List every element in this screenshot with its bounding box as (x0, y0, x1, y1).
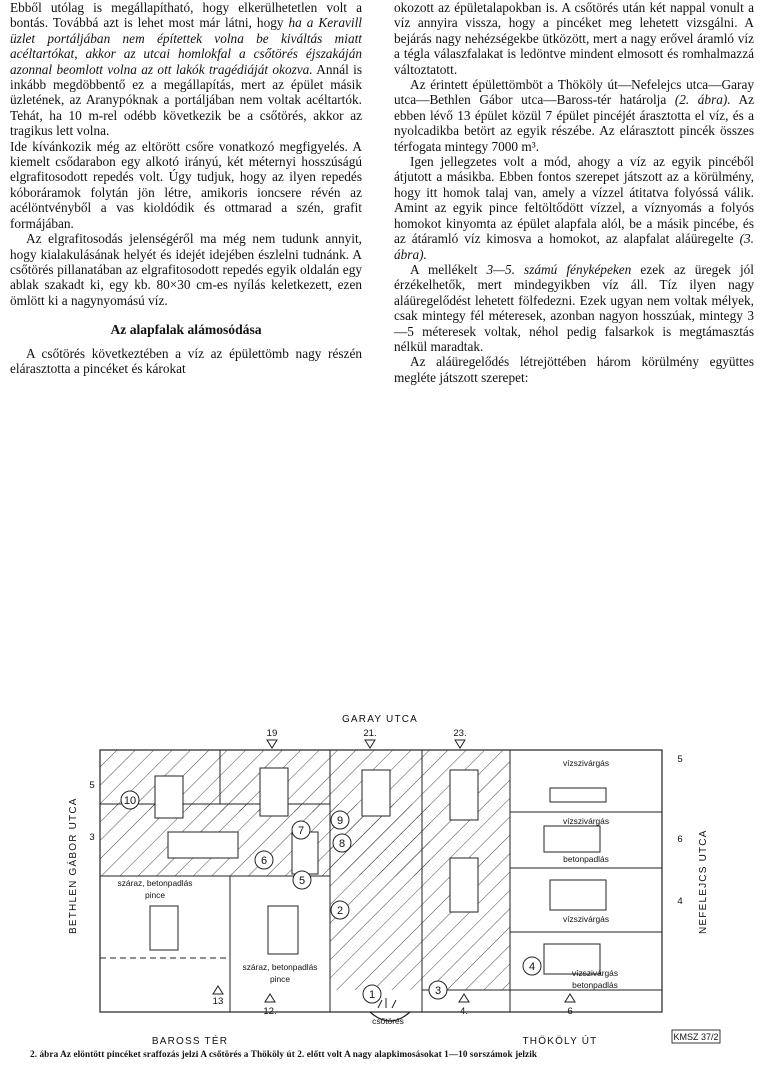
marker-1: 1 (368, 989, 376, 1001)
house-number: 6 (567, 1006, 573, 1017)
paragraph: A csőtörés következtében a víz az épülettömb nagy részén elárasztotta a pincéket és károkat (10, 345, 362, 376)
pipe-break-label: csőtörés (372, 1016, 404, 1026)
figure-caption: 2. ábra Az elöntött pincéket sraffozás jelzi A csőtörés a Thököly út 2. előtt volt A nagy alapkimosásokat 1—10 sorszámok jelzik (30, 1049, 538, 1059)
house-number: 13 (212, 996, 224, 1007)
pipe-break-rays (378, 998, 396, 1008)
house-number: 5 (677, 754, 683, 765)
street-bottom-right: THÖKÖLY ÚT (522, 1036, 598, 1047)
marker-4: 4 (528, 961, 536, 973)
marker-7: 7 (297, 825, 305, 837)
marker-9: 9 (336, 815, 344, 827)
area-label: vízszivárgás (571, 968, 619, 978)
drawing-stamp: KMSZ 37/2 (673, 1032, 719, 1042)
marker-10: 10 (123, 795, 137, 807)
paragraph: A mellékelt 3—5. számú fényképeken ezek az üregek jól érzékelhetők, mert mindegyikben víz áll. Tíz ilyen nagy aláüregelődést lehetett fölfedezni. Ezek ugyan nem voltak mélyek, csak mintegy fél méteresek, azonban nagyon hosszúak, mintegy 3—5 méteresek voltak, néhol pedig falsarkok is megtámasztás nélkül maradtak. (394, 261, 754, 354)
marker-8: 8 (338, 838, 346, 850)
paragraph: Az érintett épülettömböt a Thököly út—Nefelejcs utca—Garay utca—Bethlen Gábor utca—Baross-tér határolja (2. ábra). Az ebben lévő 13 épület közül 7 épület pincéjét árasztotta el víz, és a nyolcadikba betört az egyik részébe. Az elárasztott pincék összes térfogata mintegy 7000 m³. (394, 77, 754, 154)
house-number: 12. (263, 1006, 277, 1017)
area-label: pince (144, 890, 166, 900)
text-column-left (10, 0, 362, 376)
paragraph: Ide kívánkozik még az eltörött csőre vonatkozó megfigyelés. A kiemelt csődarabon egy alkotó irányú, két méternyi hosszúságú elgrafitosodott repedés volt. Úgy tudjuk, hogy az ilyen repedés kóboráramok folytán jön létre, amikoris ioncsere révén az acélöntvényből a vas kioldódik és ottmarad a szén, grafit formájában. (10, 138, 362, 231)
marker-3: 3 (434, 985, 442, 997)
section-heading: Az alapfalak alámosódása (110, 322, 262, 338)
marker-6: 6 (260, 855, 268, 867)
site-plan-figure (30, 708, 760, 1053)
street-right: NEFELEJCS UTCA (698, 829, 709, 934)
area-label: száraz, betonpadlás (117, 878, 193, 888)
paragraph: Az aláüregelődés létrejöttében három körülmény együttes megléte játszott szerepet: (394, 354, 754, 385)
area-label: száraz, betonpadlás (242, 962, 318, 972)
paragraph: Ebből utólag is megállapítható, hogy elkerülhetetlen volt a bontás. Továbbá azt is lehet most már látni, hogy ha a Keravill üzlet portáljában nem építettek volna be kiváltás miatt acéltartókat, akkor az utcai homlokfal a csőtörés éjszakáján azonnal beomlott volna az ott lakók tragédiáját okozva. Annál is inkább megdöbbentő ez a megállapítás, mert az épület másik üzletének, az Aranypóknak a portáljában nem voltak acéltartók. Tehát, ha 10 m-rel odébb következik be a csőtörés, akkor az tragikus lett volna. (10, 0, 363, 139)
house-number: 6 (677, 834, 683, 845)
street-top: GARAY UTCA (341, 714, 419, 725)
house-number: 19 (266, 728, 278, 739)
area-label: vízszivárgás (562, 758, 610, 768)
paragraph: Az elgrafitosodás jelenségéről ma még nem tudunk annyit, hogy kialakulásának helyét és idejét idejében észlelni tudnánk. A csőtörés pillanatában az elgrafitosodott repedés egyik oldalán egy ablak szakadt ki, egy kb. 80×30 cm-es nyílás keletkezett, ezen ömlött ki a nagynyomású víz. (10, 231, 362, 308)
street-left: BETHLEN GÁBOR UTCA (68, 797, 79, 934)
area-label: betonpadlás (572, 980, 618, 990)
street-bottom-left: BAROSS TÉR (151, 1036, 229, 1047)
paragraph: okozott az épületalapokban is. A csőtörés után két nappal vonult a víz annyira vissza, hogy a pincéket meg lehetett vizsgálni. A bejárás nagy nehézségekbe ütközött, mert a nagy erővel áramló víz a tégla válaszfalakat is ledöntve mindent elmosott és romhalmazzá változtatott. (394, 0, 754, 77)
area-label: vízszivárgás (562, 816, 610, 826)
house-number: 23. (453, 728, 467, 739)
marker-5: 5 (298, 875, 306, 887)
area-label: pince (269, 974, 291, 984)
site-plan-drawing (30, 708, 760, 1053)
house-number: 3 (89, 832, 95, 843)
area-label: vízszivárgás (562, 914, 610, 924)
house-number: 4 (677, 896, 683, 907)
house-number: 21. (363, 728, 377, 739)
house-number: 4. (459, 1006, 469, 1017)
area-label: betonpadlás (563, 854, 609, 864)
text-column-right (394, 0, 754, 385)
marker-2: 2 (336, 905, 344, 917)
house-number: 5 (89, 780, 95, 791)
paragraph: Igen jellegzetes volt a mód, ahogy a víz az egyik pincéből átjutott a másikba. Ebben fontos szerepet játszott az a körülmény, hogy itt homok talaj van, amely a vízzel átitatva folyóssá válik. Amint az egyik pince feltöltődött vízzel, a víznyomás a folyós homokot kinyomta az épület alapfala alól, be a másik pincébe, és az átáramló víz kimosva a homokot, az alapfalat aláüregelte (3. ábra). (394, 154, 754, 262)
